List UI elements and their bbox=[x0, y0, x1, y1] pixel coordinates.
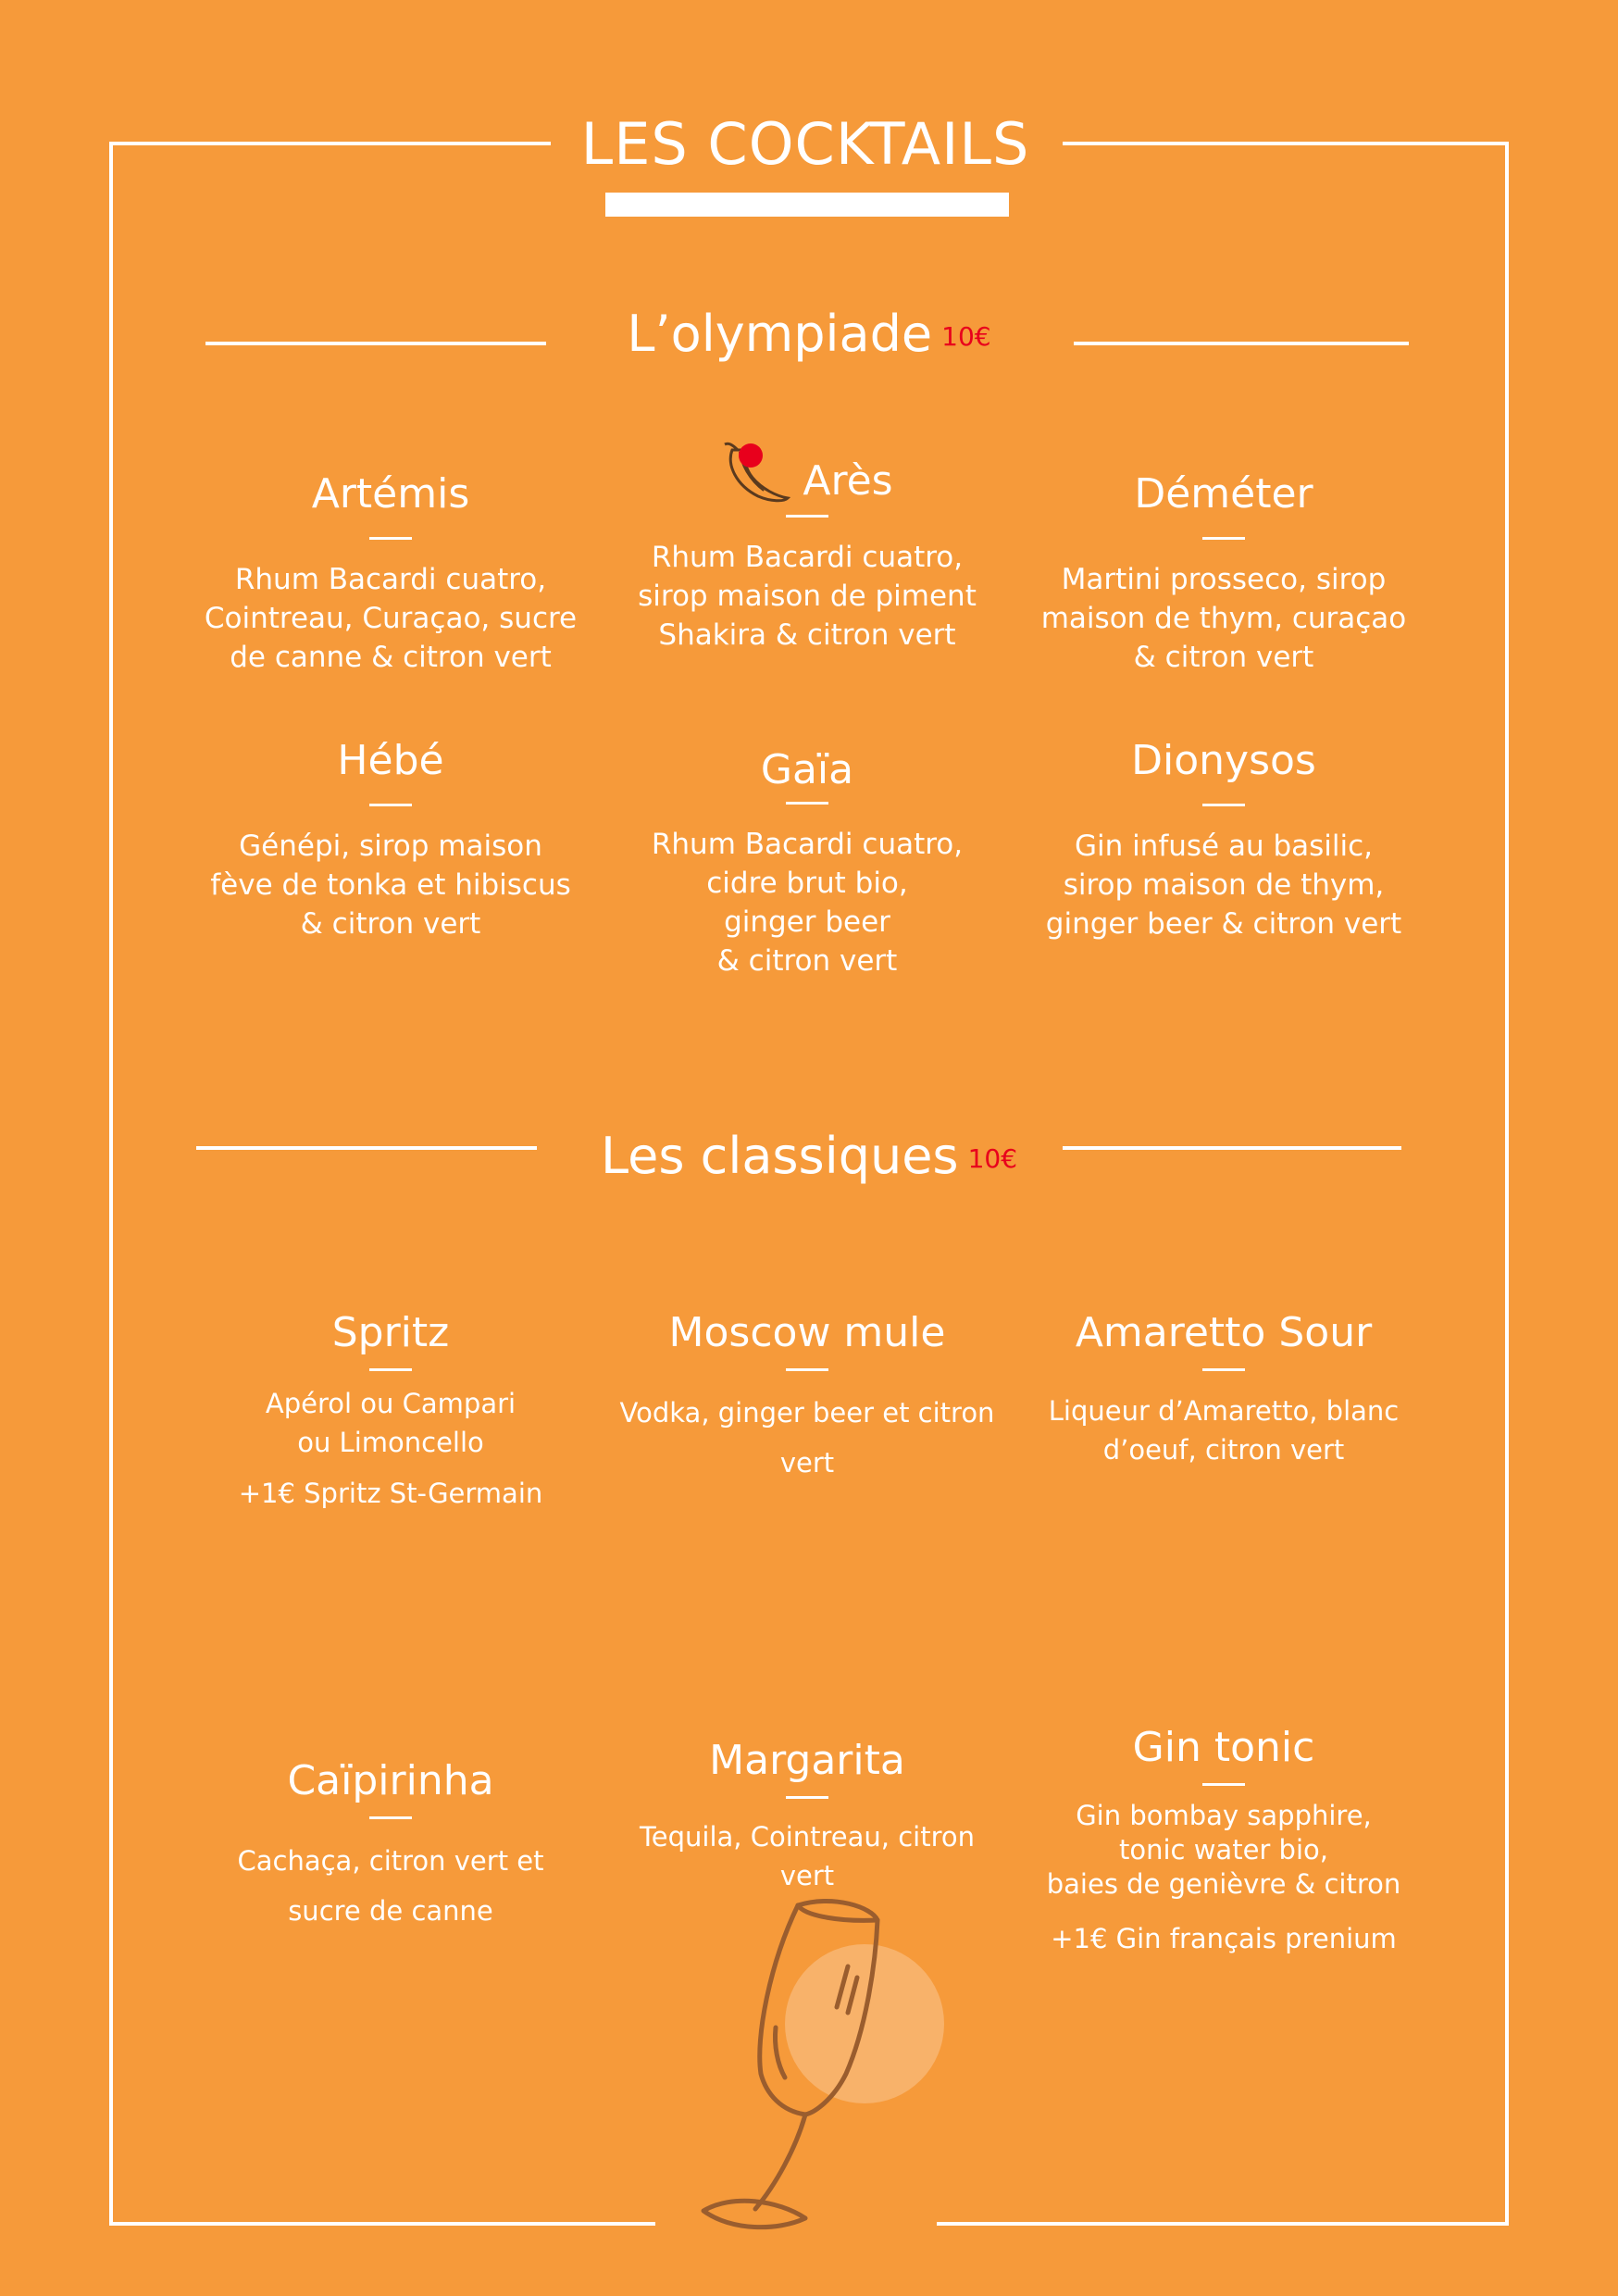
name-divider bbox=[1202, 1783, 1245, 1786]
section-classiques-title bbox=[555, 1124, 1063, 1192]
cocktail-dionysos bbox=[1029, 735, 1418, 943]
frame-top-left bbox=[109, 142, 551, 145]
cocktail-description: Cachaça, citron vert et sucre de canne bbox=[237, 1845, 544, 1927]
section-1-rule-left bbox=[205, 342, 546, 345]
name-divider bbox=[369, 537, 412, 540]
section-price: 10€ bbox=[967, 1143, 1018, 1175]
name-divider bbox=[369, 804, 412, 806]
cocktail-description: Gin bombay sapphire, tonic water bio, baies de genièvre & citron bbox=[1046, 1800, 1401, 1900]
cocktail-name-row bbox=[613, 455, 1002, 507]
page-title: LES COCKTAILS bbox=[580, 110, 1030, 178]
cocktail-name: Déméter bbox=[1134, 470, 1313, 518]
frame-bottom-left bbox=[109, 2222, 655, 2226]
name-divider bbox=[1202, 537, 1245, 540]
cocktail-description: Martini prosseco, sirop maison de thym, curaçao & citron vert bbox=[1040, 563, 1407, 674]
section-1-rule-right bbox=[1074, 342, 1409, 345]
cocktail-description: Liqueur d’Amaretto, blanc d’oeuf, citron vert bbox=[1048, 1395, 1400, 1466]
cocktail-name: Artémis bbox=[311, 470, 470, 518]
cocktail-ares bbox=[613, 455, 1002, 655]
frame-bottom-right bbox=[937, 2222, 1509, 2226]
cocktail-name: Gin tonic bbox=[1132, 1724, 1315, 1771]
cocktail-description: Vodka, ginger beer et citron vert bbox=[619, 1397, 995, 1479]
cocktail-amaretto-sour bbox=[1029, 1307, 1418, 1469]
frame-top-right bbox=[1063, 142, 1509, 145]
cocktail-extra: +1€ Gin français prenium bbox=[1051, 1923, 1397, 1954]
name-divider bbox=[786, 1796, 828, 1799]
frame-right bbox=[1505, 142, 1509, 2226]
name-divider bbox=[1202, 804, 1245, 806]
name-divider bbox=[369, 1816, 412, 1819]
cocktail-gaia bbox=[613, 744, 1002, 980]
cocktail-description: Tequila, Cointreau, citron vert bbox=[639, 1821, 976, 1891]
cocktail-name: Amaretto Sour bbox=[1075, 1309, 1373, 1356]
cocktail-description: Génépi, sirop maison fève de tonka et hibiscus & citron vert bbox=[210, 830, 571, 941]
cocktail-spritz bbox=[196, 1307, 585, 1512]
cocktail-name: Gaïa bbox=[760, 746, 854, 793]
frame-left bbox=[109, 142, 113, 2226]
section-price: 10€ bbox=[941, 321, 991, 353]
cocktail-name: Caïpirinha bbox=[287, 1757, 494, 1804]
cocktail-moscow-mule bbox=[613, 1307, 1002, 1488]
section-title-text: L’olympiade bbox=[627, 305, 933, 363]
cocktail-name: Moscow mule bbox=[668, 1309, 946, 1356]
cocktail-name: Margarita bbox=[709, 1737, 905, 1784]
cocktail-name: Dionysos bbox=[1131, 737, 1316, 784]
name-divider bbox=[786, 515, 828, 518]
section-olympiade-title bbox=[555, 302, 1063, 369]
cocktail-margarita bbox=[613, 1735, 1002, 1895]
cocktail-gin-tonic bbox=[1029, 1722, 1418, 1957]
cocktail-demeter bbox=[1029, 468, 1418, 677]
title-underline bbox=[605, 193, 1009, 217]
cocktail-description: Rhum Bacardi cuatro, sirop maison de piment Shakira & citron vert bbox=[638, 541, 977, 652]
section-2-rule-right bbox=[1063, 1146, 1401, 1150]
name-divider bbox=[786, 802, 828, 805]
cocktail-artemis bbox=[196, 468, 585, 677]
cocktail-description: Rhum Bacardi cuatro, cidre brut bio, ginger beer & citron vert bbox=[651, 828, 964, 978]
name-divider bbox=[369, 1368, 412, 1371]
chili-pepper-icon bbox=[721, 441, 791, 507]
cocktail-caipirinha bbox=[196, 1755, 585, 1936]
wine-glass-illustration bbox=[666, 1889, 963, 2240]
name-divider bbox=[1202, 1368, 1245, 1371]
cocktail-description: Apérol ou Campari ou Limoncello bbox=[265, 1388, 517, 1458]
section-2-rule-left bbox=[196, 1146, 537, 1150]
section-title-text: Les classiques bbox=[600, 1127, 959, 1185]
cocktail-hebe bbox=[196, 735, 585, 943]
cocktail-name: Arès bbox=[803, 457, 893, 505]
cocktail-extra: +1€ Spritz St-Germain bbox=[238, 1478, 543, 1509]
name-divider bbox=[786, 1368, 828, 1371]
cocktail-name: Spritz bbox=[331, 1309, 450, 1356]
cocktail-description: Rhum Bacardi cuatro, Cointreau, Curaçao, sucre de canne & citron vert bbox=[204, 563, 578, 674]
cocktail-description: Gin infusé au basilic, sirop maison de thym, ginger beer & citron vert bbox=[1045, 830, 1402, 941]
cocktail-name: Hébé bbox=[337, 737, 444, 784]
